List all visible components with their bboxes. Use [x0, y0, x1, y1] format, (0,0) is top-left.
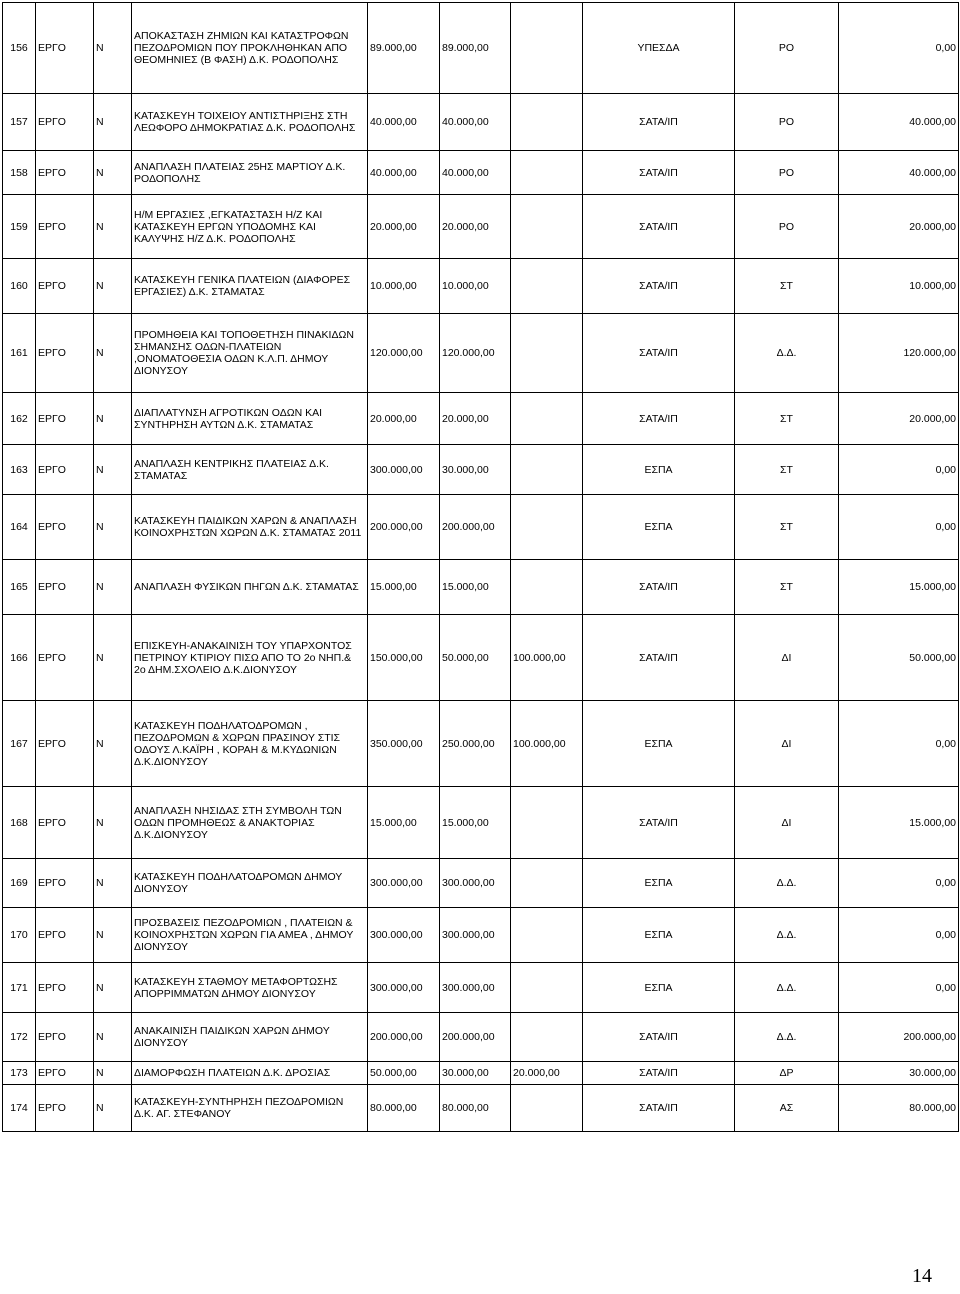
row-flag: Ν: [94, 259, 132, 314]
row-number: 160: [3, 259, 36, 314]
amount-remaining: 0,00: [839, 908, 959, 963]
funding-source: ΣΑΤΑ/ΙΠ: [583, 314, 735, 393]
table-row: [3, 1062, 959, 1085]
row-type: ΕΡΓΟ: [36, 963, 94, 1013]
amount-next: 100.000,00: [511, 615, 583, 701]
table-row: [3, 787, 959, 859]
table-row: [3, 393, 959, 445]
amount-total: 200.000,00: [368, 495, 440, 560]
amount-total: 20.000,00: [368, 393, 440, 445]
amount-current: 15.000,00: [440, 787, 511, 859]
table-row: [3, 195, 959, 259]
project-title: ΑΝΑΠΛΑΣΗ ΠΛΑΤΕΙΑΣ 25ΗΣ ΜΑΡΤΙΟΥ Δ.Κ. ΡΟΔΟΠΟΛΗΣ: [132, 151, 368, 195]
row-type: ΕΡΓΟ: [36, 393, 94, 445]
amount-current: 120.000,00: [440, 314, 511, 393]
area-code: ΔΙ: [735, 615, 839, 701]
row-type: ΕΡΓΟ: [36, 1085, 94, 1132]
amount-current: 200.000,00: [440, 1013, 511, 1062]
amount-next: [511, 859, 583, 908]
amount-current: 30.000,00: [440, 445, 511, 495]
amount-total: 89.000,00: [368, 3, 440, 94]
row-type: ΕΡΓΟ: [36, 151, 94, 195]
row-number: 167: [3, 701, 36, 787]
project-title: ΚΑΤΑΣΚΕΥΗ ΣΤΑΘΜΟΥ ΜΕΤΑΦΟΡΤΩΣΗΣ ΑΠΟΡΡΙΜΜΑΤΩΝ ΔΗΜΟΥ ΔΙΟΝΥΣΟΥ: [132, 963, 368, 1013]
amount-next: [511, 393, 583, 445]
project-title: ΑΝΑΠΛΑΣΗ ΦΥΣΙΚΩΝ ΠΗΓΩΝ Δ.Κ. ΣΤΑΜΑΤΑΣ: [132, 560, 368, 615]
table-row: [3, 615, 959, 701]
row-type: ΕΡΓΟ: [36, 94, 94, 151]
row-number: 161: [3, 314, 36, 393]
table-row: [3, 3, 959, 94]
amount-current: 89.000,00: [440, 3, 511, 94]
row-flag: Ν: [94, 3, 132, 94]
amount-total: 80.000,00: [368, 1085, 440, 1132]
row-flag: Ν: [94, 908, 132, 963]
area-code: ΣΤ: [735, 259, 839, 314]
amount-total: 15.000,00: [368, 787, 440, 859]
area-code: Δ.Δ.: [735, 963, 839, 1013]
row-number: 165: [3, 560, 36, 615]
amount-total: 10.000,00: [368, 259, 440, 314]
table-body: [3, 3, 959, 1132]
table-row: [3, 560, 959, 615]
area-code: ΣΤ: [735, 445, 839, 495]
area-code: ΡΟ: [735, 151, 839, 195]
row-number: 171: [3, 963, 36, 1013]
amount-remaining: 200.000,00: [839, 1013, 959, 1062]
amount-next: [511, 1085, 583, 1132]
amount-remaining: 40.000,00: [839, 151, 959, 195]
row-number: 170: [3, 908, 36, 963]
amount-remaining: 120.000,00: [839, 314, 959, 393]
row-type: ΕΡΓΟ: [36, 314, 94, 393]
project-title: ΠΡΟΣΒΑΣΕΙΣ ΠΕΖΟΔΡΟΜΙΩΝ , ΠΛΑΤΕΙΩΝ & ΚΟΙΝΟΧΡΗΣΤΩΝ ΧΩΡΩΝ ΓΙΑ ΑΜΕΑ , ΔΗΜΟΥ ΔΙΟΝΥΣΟΥ: [132, 908, 368, 963]
row-flag: Ν: [94, 1062, 132, 1085]
amount-next: [511, 963, 583, 1013]
amount-total: 40.000,00: [368, 94, 440, 151]
row-number: 166: [3, 615, 36, 701]
row-type: ΕΡΓΟ: [36, 560, 94, 615]
amount-total: 40.000,00: [368, 151, 440, 195]
area-code: ΔΙ: [735, 787, 839, 859]
funding-source: ΣΑΤΑ/ΙΠ: [583, 259, 735, 314]
amount-next: [511, 195, 583, 259]
funding-source: ΣΑΤΑ/ΙΠ: [583, 94, 735, 151]
amount-current: 50.000,00: [440, 615, 511, 701]
row-number: 163: [3, 445, 36, 495]
row-number: 157: [3, 94, 36, 151]
project-title: ΠΡΟΜΗΘΕΙΑ ΚΑΙ ΤΟΠΟΘΕΤΗΣΗ ΠΙΝΑΚΙΔΩΝ ΣΗΜΑΝΣΗΣ ΟΔΩΝ-ΠΛΑΤΕΙΩΝ ,ΟΝΟΜΑΤΟΘΕΣΙΑ ΟΔΩΝ Κ.Λ.Π. ΔΗΜΟΥ ΔΙΟΝΥΣΟΥ: [132, 314, 368, 393]
table-row: [3, 94, 959, 151]
table-row: [3, 1085, 959, 1132]
row-type: ΕΡΓΟ: [36, 495, 94, 560]
funding-source: ΕΣΠΑ: [583, 445, 735, 495]
amount-total: 200.000,00: [368, 1013, 440, 1062]
area-code: ΣΤ: [735, 560, 839, 615]
area-code: ΑΣ: [735, 1085, 839, 1132]
funding-source: ΣΑΤΑ/ΙΠ: [583, 195, 735, 259]
funding-source: ΕΣΠΑ: [583, 701, 735, 787]
row-type: ΕΡΓΟ: [36, 1062, 94, 1085]
amount-current: 80.000,00: [440, 1085, 511, 1132]
row-number: 156: [3, 3, 36, 94]
amount-current: 300.000,00: [440, 963, 511, 1013]
amount-remaining: 0,00: [839, 495, 959, 560]
project-title: ΑΠΟΚΑΣΤΑΣΗ ΖΗΜΙΩΝ ΚΑΙ ΚΑΤΑΣΤΡΟΦΩΝ ΠΕΖΟΔΡΟΜΙΩΝ ΠΟΥ ΠΡΟΚΛΗΘΗΚΑΝ ΑΠΟ ΘΕΟΜΗΝΙΕΣ (Β ΦΑΣΗ) Δ.Κ. ΡΟΔΟΠΟΛΗΣ: [132, 3, 368, 94]
table-row: [3, 151, 959, 195]
amount-total: 300.000,00: [368, 908, 440, 963]
amount-total: 150.000,00: [368, 615, 440, 701]
amount-total: 350.000,00: [368, 701, 440, 787]
amount-remaining: 0,00: [839, 963, 959, 1013]
funding-source: ΣΑΤΑ/ΙΠ: [583, 615, 735, 701]
row-type: ΕΡΓΟ: [36, 859, 94, 908]
funding-source: ΕΣΠΑ: [583, 963, 735, 1013]
amount-total: 300.000,00: [368, 963, 440, 1013]
amount-current: 300.000,00: [440, 908, 511, 963]
funding-source: ΣΑΤΑ/ΙΠ: [583, 393, 735, 445]
funding-source: ΕΣΠΑ: [583, 908, 735, 963]
row-flag: Ν: [94, 151, 132, 195]
amount-total: 300.000,00: [368, 859, 440, 908]
amount-remaining: 50.000,00: [839, 615, 959, 701]
amount-total: 120.000,00: [368, 314, 440, 393]
project-title: ΚΑΤΑΣΚΕΥΗ ΤΟΙΧΕΙΟΥ ΑΝΤΙΣΤΗΡΙΞΗΣ ΣΤΗ ΛΕΩΦΟΡΟ ΔΗΜΟΚΡΑΤΙΑΣ Δ.Κ. ΡΟΔΟΠΟΛΗΣ: [132, 94, 368, 151]
project-title: ΔΙΑΠΛΑΤΥΝΣΗ ΑΓΡΟΤΙΚΩΝ ΟΔΩΝ ΚΑΙ ΣΥΝΤΗΡΗΣΗ ΑΥΤΩΝ Δ.Κ. ΣΤΑΜΑΤΑΣ: [132, 393, 368, 445]
amount-current: 15.000,00: [440, 560, 511, 615]
row-flag: Ν: [94, 393, 132, 445]
amount-remaining: 80.000,00: [839, 1085, 959, 1132]
table-row: [3, 314, 959, 393]
table-row: [3, 445, 959, 495]
row-number: 168: [3, 787, 36, 859]
row-number: 164: [3, 495, 36, 560]
row-number: 172: [3, 1013, 36, 1062]
amount-next: [511, 314, 583, 393]
funding-source: ΣΑΤΑ/ΙΠ: [583, 1062, 735, 1085]
funding-source: ΣΑΤΑ/ΙΠ: [583, 151, 735, 195]
row-number: 158: [3, 151, 36, 195]
amount-current: 300.000,00: [440, 859, 511, 908]
table-row: [3, 963, 959, 1013]
project-title: ΚΑΤΑΣΚΕΥΗ ΠΟΔΗΛΑΤΟΔΡΟΜΩΝ ΔΗΜΟΥ ΔΙΟΝΥΣΟΥ: [132, 859, 368, 908]
amount-remaining: 0,00: [839, 3, 959, 94]
amount-remaining: 15.000,00: [839, 787, 959, 859]
project-title: ΚΑΤΑΣΚΕΥΗ ΓΕΝΙΚΑ ΠΛΑΤΕΙΩΝ (ΔΙΑΦΟΡΕΣ ΕΡΓΑΣΙΕΣ) Δ.Κ. ΣΤΑΜΑΤΑΣ: [132, 259, 368, 314]
amount-current: 40.000,00: [440, 94, 511, 151]
project-title: ΕΠΙΣΚΕΥΗ-ΑΝΑΚΑΙΝΙΣΗ ΤΟΥ ΥΠΑΡΧΟΝΤΟΣ ΠΕΤΡΙΝΟΥ ΚΤΙΡΙΟΥ ΠΙΣΩ ΑΠΟ ΤΟ 2ο ΝΗΠ.& 2ο ΔΗΜ.ΣΧΟΛΕΙΟ Δ.Κ.ΔΙΟΝΥΣΟΥ: [132, 615, 368, 701]
row-type: ΕΡΓΟ: [36, 259, 94, 314]
amount-total: 20.000,00: [368, 195, 440, 259]
row-flag: Ν: [94, 314, 132, 393]
project-title: ΑΝΑΚΑΙΝΙΣΗ ΠΑΙΔΙΚΩΝ ΧΑΡΩΝ ΔΗΜΟΥ ΔΙΟΝΥΣΟΥ: [132, 1013, 368, 1062]
amount-total: 300.000,00: [368, 445, 440, 495]
funding-source: ΣΑΤΑ/ΙΠ: [583, 787, 735, 859]
amount-remaining: 0,00: [839, 701, 959, 787]
area-code: Δ.Δ.: [735, 859, 839, 908]
amount-next: 100.000,00: [511, 701, 583, 787]
table-row: [3, 701, 959, 787]
row-flag: Ν: [94, 615, 132, 701]
project-title: ΚΑΤΑΣΚΕΥΗ-ΣΥΝΤΗΡΗΣΗ ΠΕΖΟΔΡΟΜΙΩΝ Δ.Κ. ΑΓ. ΣΤΕΦΑΝΟΥ: [132, 1085, 368, 1132]
project-title: ΑΝΑΠΛΑΣΗ ΝΗΣΙΔΑΣ ΣΤΗ ΣΥΜΒΟΛΗ ΤΩΝ ΟΔΩΝ ΠΡΟΜΗΘΕΩΣ & ΑΝΑΚΤΟΡΙΑΣ Δ.Κ.ΔΙΟΝΥΣΟΥ: [132, 787, 368, 859]
row-flag: Ν: [94, 560, 132, 615]
amount-current: 30.000,00: [440, 1062, 511, 1085]
row-flag: Ν: [94, 1013, 132, 1062]
table-row: [3, 1013, 959, 1062]
amount-next: [511, 787, 583, 859]
row-flag: Ν: [94, 859, 132, 908]
amount-remaining: 20.000,00: [839, 195, 959, 259]
amount-current: 250.000,00: [440, 701, 511, 787]
funding-source: ΕΣΠΑ: [583, 859, 735, 908]
row-number: 159: [3, 195, 36, 259]
amount-next: [511, 908, 583, 963]
row-type: ΕΡΓΟ: [36, 445, 94, 495]
row-flag: Ν: [94, 787, 132, 859]
row-flag: Ν: [94, 495, 132, 560]
project-title: ΚΑΤΑΣΚΕΥΗ ΠΟΔΗΛΑΤΟΔΡΟΜΩΝ , ΠΕΖΟΔΡΟΜΩΝ & ΧΩΡΩΝ ΠΡΑΣΙΝΟΥ ΣΤΙΣ ΟΔΟΥΣ Λ.ΚΑΪΡΗ , ΚΟΡΑΗ & Μ.ΚΥΔΩΝΙΩΝ Δ.Κ.ΔΙΟΝΥΣΟΥ: [132, 701, 368, 787]
area-code: Δ.Δ.: [735, 1013, 839, 1062]
row-number: 169: [3, 859, 36, 908]
amount-current: 20.000,00: [440, 393, 511, 445]
row-type: ΕΡΓΟ: [36, 195, 94, 259]
project-title: ΔΙΑΜΟΡΦΩΣΗ ΠΛΑΤΕΙΩΝ Δ.Κ. ΔΡΟΣΙΑΣ: [132, 1062, 368, 1085]
area-code: ΡΟ: [735, 94, 839, 151]
table-row: [3, 859, 959, 908]
area-code: ΡΟ: [735, 195, 839, 259]
amount-remaining: 0,00: [839, 859, 959, 908]
area-code: ΔΙ: [735, 701, 839, 787]
amount-current: 200.000,00: [440, 495, 511, 560]
amount-remaining: 30.000,00: [839, 1062, 959, 1085]
amount-total: 50.000,00: [368, 1062, 440, 1085]
amount-next: [511, 445, 583, 495]
amount-next: [511, 94, 583, 151]
table-row: [3, 259, 959, 314]
amount-next: [511, 560, 583, 615]
amount-next: [511, 1013, 583, 1062]
table-row: [3, 908, 959, 963]
amount-next: [511, 259, 583, 314]
amount-remaining: 10.000,00: [839, 259, 959, 314]
row-type: ΕΡΓΟ: [36, 615, 94, 701]
area-code: ΣΤ: [735, 495, 839, 560]
amount-next: [511, 151, 583, 195]
row-type: ΕΡΓΟ: [36, 701, 94, 787]
amount-total: 15.000,00: [368, 560, 440, 615]
row-flag: Ν: [94, 195, 132, 259]
row-flag: Ν: [94, 701, 132, 787]
row-type: ΕΡΓΟ: [36, 908, 94, 963]
funding-source: ΣΑΤΑ/ΙΠ: [583, 1013, 735, 1062]
row-number: 162: [3, 393, 36, 445]
row-flag: Ν: [94, 1085, 132, 1132]
row-number: 173: [3, 1062, 36, 1085]
area-code: Δ.Δ.: [735, 314, 839, 393]
amount-current: 20.000,00: [440, 195, 511, 259]
project-title: ΚΑΤΑΣΚΕΥΗ ΠΑΙΔΙΚΩΝ ΧΑΡΩΝ & ΑΝΑΠΛΑΣΗ ΚΟΙΝΟΧΡΗΣΤΩΝ ΧΩΡΩΝ Δ.Κ. ΣΤΑΜΑΤΑΣ 2011: [132, 495, 368, 560]
amount-remaining: 40.000,00: [839, 94, 959, 151]
area-code: Δ.Δ.: [735, 908, 839, 963]
amount-remaining: 0,00: [839, 445, 959, 495]
project-title: Η/Μ ΕΡΓΑΣΙΕΣ ,ΕΓΚΑΤΑΣΤΑΣΗ Η/Ζ ΚΑΙ ΚΑΤΑΣΚΕΥΗ ΕΡΓΩΝ ΥΠΟΔΟΜΗΣ ΚΑΙ ΚΑΛΥΨΗΣ Η/Ζ Δ.Κ. ΡΟΔΟΠΟΛΗΣ: [132, 195, 368, 259]
funding-source: ΕΣΠΑ: [583, 495, 735, 560]
amount-current: 10.000,00: [440, 259, 511, 314]
area-code: ΔΡ: [735, 1062, 839, 1085]
amount-next: 20.000,00: [511, 1062, 583, 1085]
project-title: ΑΝΑΠΛΑΣΗ ΚΕΝΤΡΙΚΗΣ ΠΛΑΤΕΙΑΣ Δ.Κ. ΣΤΑΜΑΤΑΣ: [132, 445, 368, 495]
area-code: ΣΤ: [735, 393, 839, 445]
funding-source: ΣΑΤΑ/ΙΠ: [583, 1085, 735, 1132]
row-flag: Ν: [94, 445, 132, 495]
row-flag: Ν: [94, 963, 132, 1013]
table-row: [3, 495, 959, 560]
area-code: ΡΟ: [735, 3, 839, 94]
amount-next: [511, 495, 583, 560]
funding-source: ΥΠΕΣΔΑ: [583, 3, 735, 94]
row-number: 174: [3, 1085, 36, 1132]
page-number: 14: [912, 1265, 932, 1287]
amount-next: [511, 3, 583, 94]
row-flag: Ν: [94, 94, 132, 151]
funding-source: ΣΑΤΑ/ΙΠ: [583, 560, 735, 615]
amount-remaining: 15.000,00: [839, 560, 959, 615]
amount-current: 40.000,00: [440, 151, 511, 195]
row-type: ΕΡΓΟ: [36, 3, 94, 94]
projects-table: [2, 2, 959, 1132]
row-type: ΕΡΓΟ: [36, 787, 94, 859]
amount-remaining: 20.000,00: [839, 393, 959, 445]
row-type: ΕΡΓΟ: [36, 1013, 94, 1062]
